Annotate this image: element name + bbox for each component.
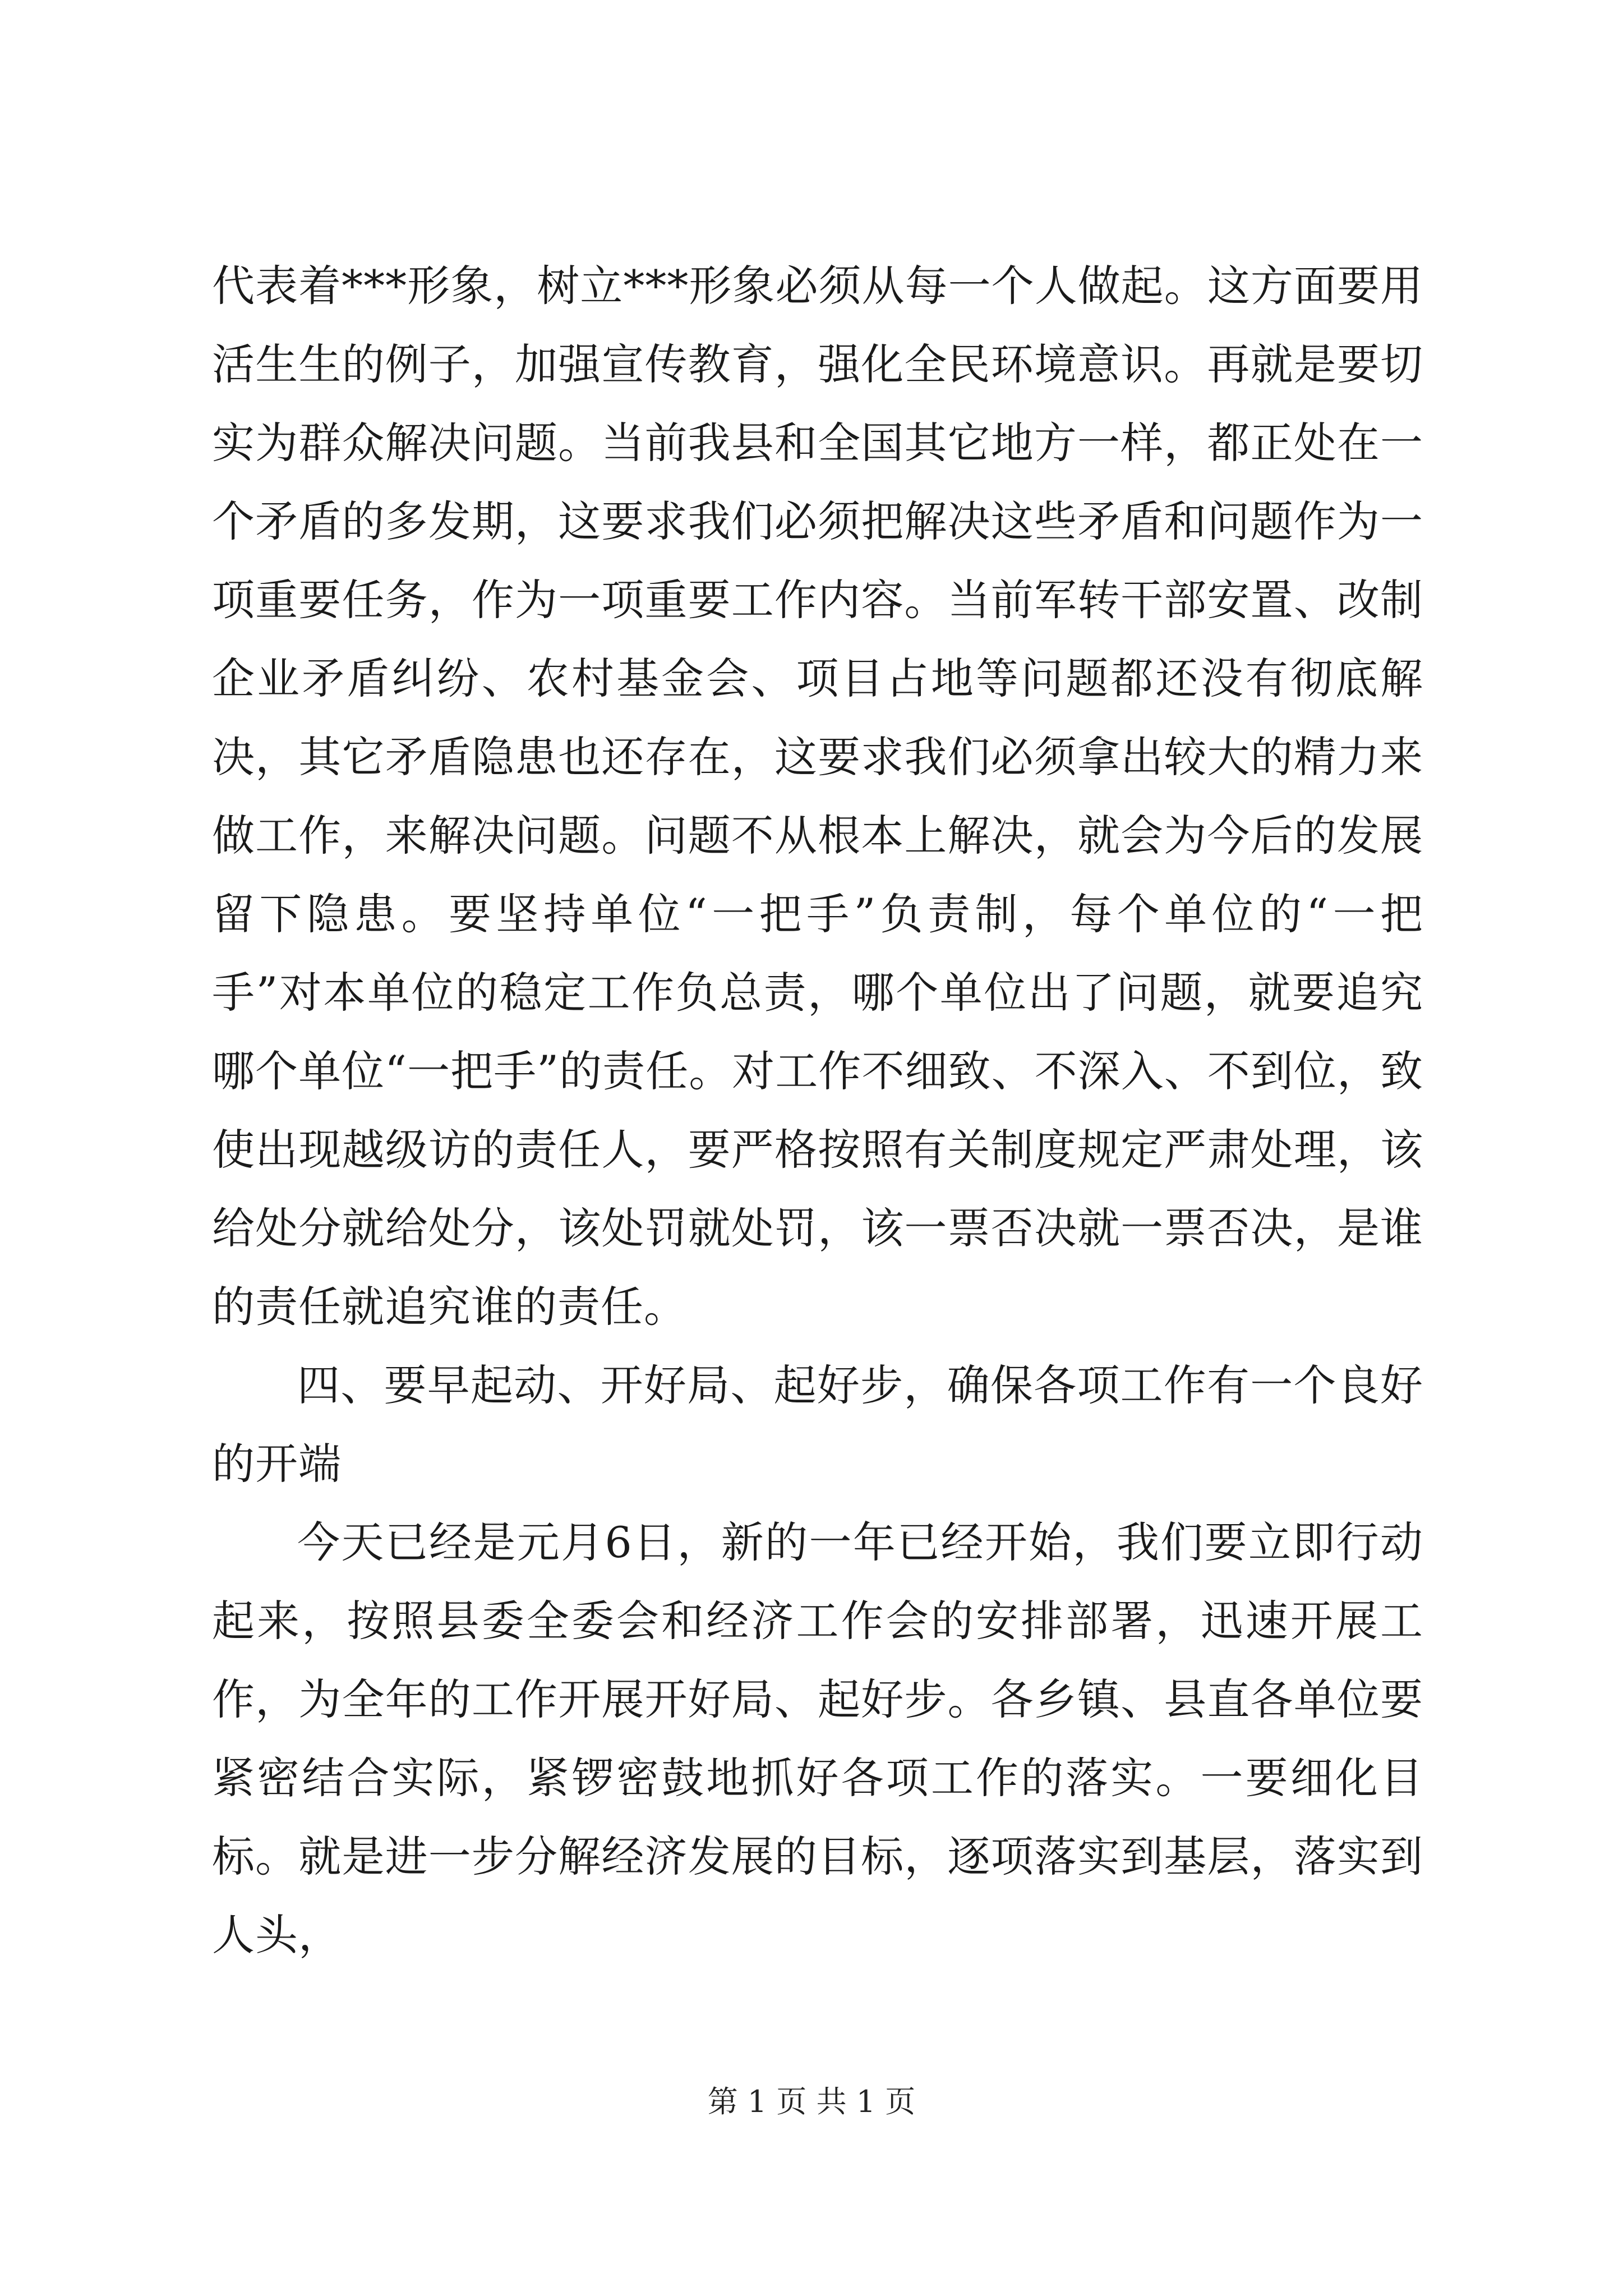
paragraph-body-2: 今天已经是元月6日，新的一年已经开始，我们要立即行动起来，按照县委全委会和经济工作会的安排部署，迅速开展工作，为全年的工作开展开好局、起好步。各乡镇、县直各单位要紧密结合实际，紧锣密鼓地抓好各项工作的落实。一要细化目标。就是进一步分解经济发展的目标，逐项落实到基层，落实到人头， (212, 1517, 1423, 1960)
paragraph-body-1: 代表着***形象，树立***形象必须从每一个人做起。这方面要用活生生的例子，加强宣传教育，强化全民环境意识。再就是要切实为群众解决问题。当前我县和全国其它地方一样，都正处在一个矛盾的多发期，这要求我们必须把解决这些矛盾和问题作为一项重要任务，作为一项重要工作内容。当前军转干部安置、改制企业矛盾纠纷、农村基金会、项目占地等问题都还没有彻底解决，其它矛盾隐患也还存在，这要求我们必须拿出较大的精力来做工作，来解决问题。问题不从根本上解决，就会为今后的发展留下隐患。要坚持单位“一把手”负责制，每个单位的“一把手”对本单位的稳定工作负总责，哪个单位出了问题，就要追究哪个单位“一把手”的责任。对工作不细致、不深入、不到位，致使出现越级访的责任人，要严格按照有关制度规定严肃处理，该给处分就给处分，该处罚就处罚，该一票否决就一票否决，是谁的责任就追究谁的责任。 (212, 261, 1423, 1332)
page-footer: 第 1 页 共 1 页 (707, 2084, 916, 2119)
section-heading-4: 四、要早起动、开好局、起好步，确保各项工作有一个良好的开端 (212, 1360, 1423, 1489)
document-body (212, 247, 1423, 1975)
